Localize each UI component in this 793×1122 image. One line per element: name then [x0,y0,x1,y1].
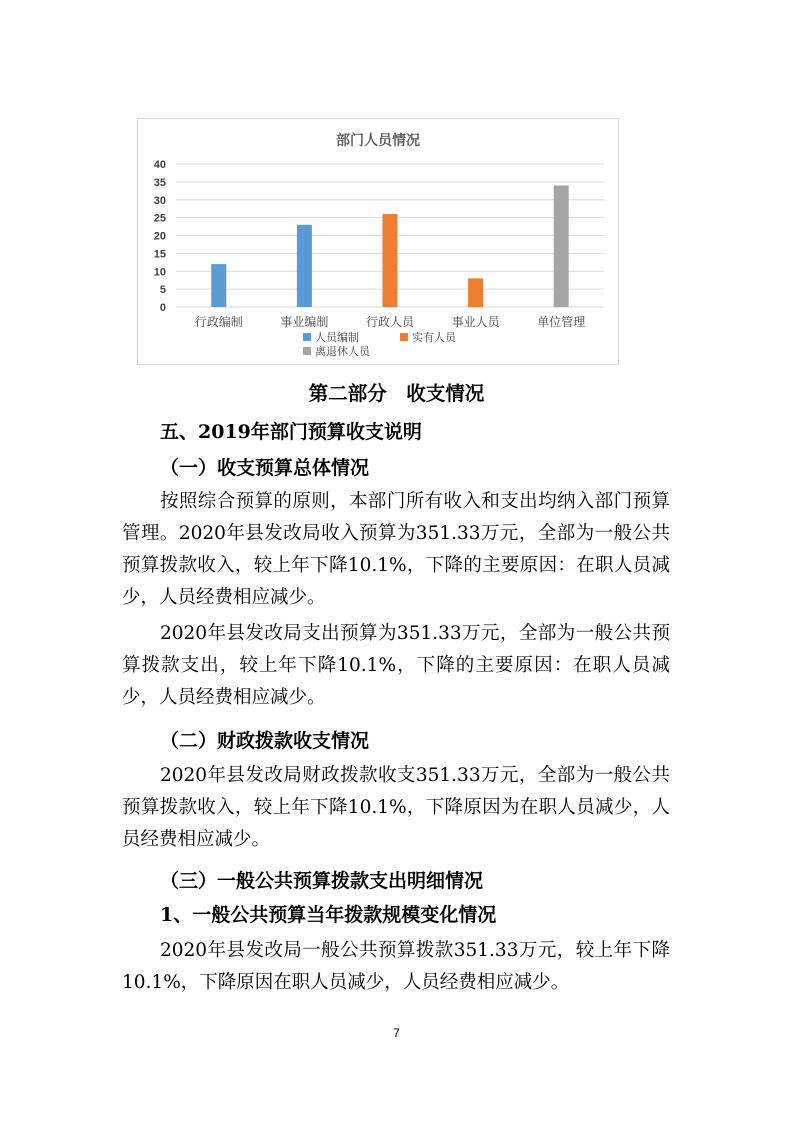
y-tick-label: 15 [153,248,166,261]
legend-swatch [303,333,311,341]
y-tick-label: 5 [159,284,166,297]
part-title: 第二部分 收支情况 [308,382,485,405]
y-axis-ticks [154,159,166,314]
y-tick-label: 0 [159,302,166,314]
chart-container [137,118,619,365]
legend-label: 人员编制 [315,331,359,344]
y-tick-label: 40 [153,159,166,171]
item-heading-1: 1、一般公共预算当年拨款规模变化情况 [160,904,497,926]
y-tick-label: 30 [153,194,166,207]
paragraph-1: 按照综合预算的原则，本部门所有收入和支出均纳入部门预算管理。2020年县发改局收入预算为351.33万元，全部为一般公共预算拨款收入，较上年下降10.1%，下降的主要原因：在职人员减少，人员经费相应减少。 [122,491,670,608]
x-tick-label: 行政人员 [365,315,415,329]
x-tick-label: 单位管理 [537,315,586,329]
y-tick-label: 25 [153,212,166,225]
sub-heading-2: （二）财政拨款收支情况 [160,730,370,752]
bar-chart [138,119,618,364]
bar-行政编制 [211,264,226,307]
legend [303,330,457,358]
chart-title: 部门人员情况 [336,132,420,148]
x-tick-label: 行政编制 [194,315,243,329]
legend-swatch [303,347,311,355]
bar-事业人员 [468,278,483,307]
x-tick-label: 事业编制 [280,315,329,329]
paragraph-3: 2020年县发改局财政拨款收支351.33万元，全部为一般公共预算拨款收入，较上年下降10.1%，下降原因为在职人员减少，人员经费相应减少。 [122,765,670,850]
bar-单位管理 [554,185,569,307]
y-tick-label: 10 [153,266,166,279]
legend-swatch [400,333,408,341]
x-tick-label: 事业人员 [451,315,500,329]
paragraph-4: 2020年县发改局一般公共预算拨款351.33万元，较上年下降10.1%，下降原因在职人员减少，人员经费相应减少。 [122,940,670,993]
bar-事业编制 [297,225,312,307]
legend-label: 离退休人员 [315,345,370,358]
x-axis-ticks [195,314,585,329]
y-tick-label: 35 [153,176,166,189]
bar-行政人员 [383,214,398,307]
legend-label: 实有人员 [412,331,456,344]
page-number: 7 [393,1026,400,1040]
sub-heading-1: （一）收支预算总体情况 [160,457,370,479]
section-heading: 五、2019年部门预算收支说明 [160,421,422,443]
paragraph-2: 2020年县发改局支出预算为351.33万元，全部为一般公共预算拨款支出，较上年下降10.1%，下降的主要原因：在职人员减少，人员经费相应减少。 [122,623,670,708]
sub-heading-3: （三）一般公共预算拨款支出明细情况 [160,870,484,892]
y-tick-label: 20 [153,230,166,243]
